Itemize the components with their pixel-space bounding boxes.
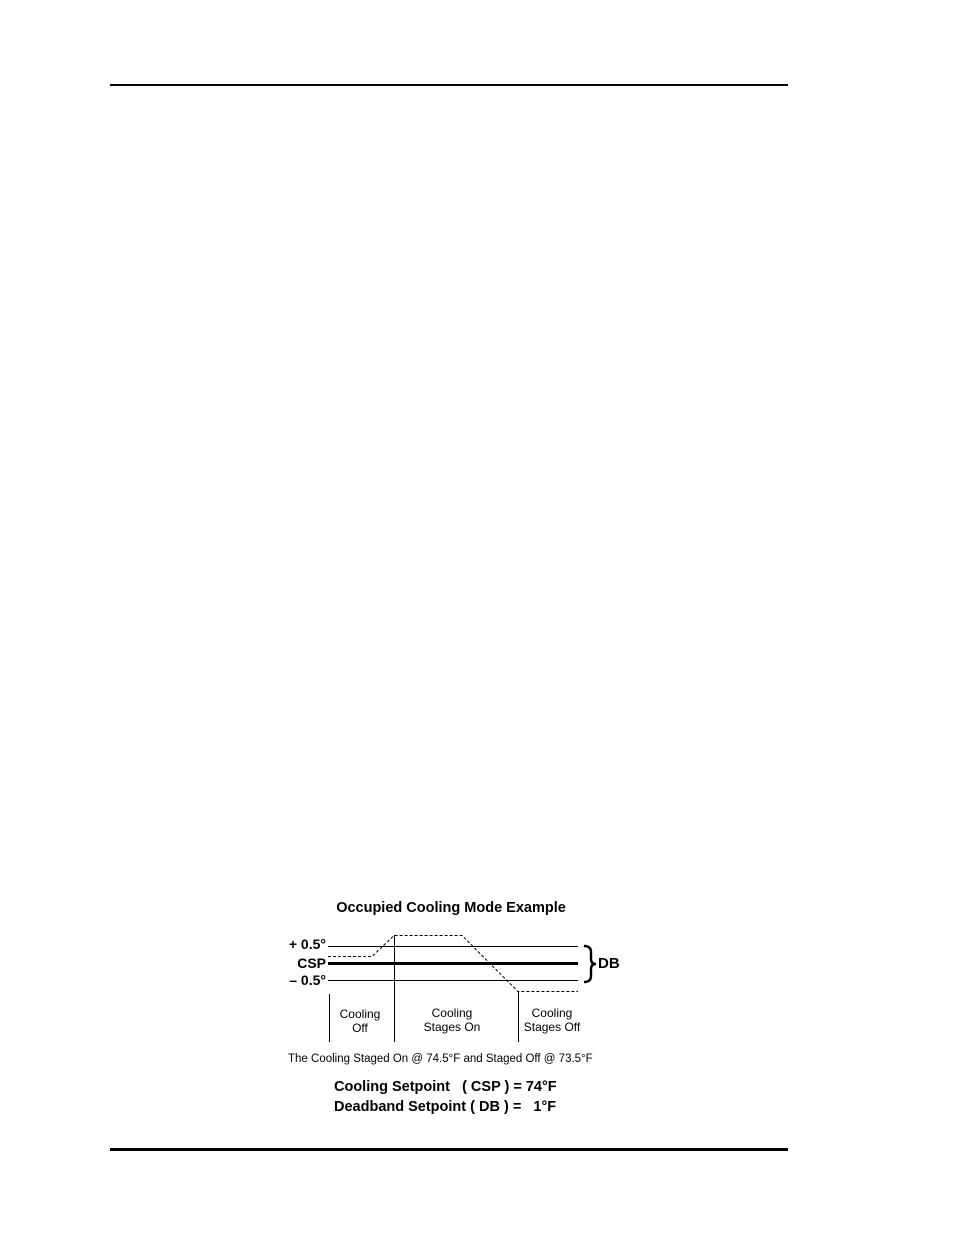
zone-cooling-stages-off-line1: Cooling [531,1006,573,1020]
zone-cooling-stages-off [516,1006,588,1034]
zone-cooling-off [330,1007,390,1035]
deadband-label: DB [598,955,620,972]
footer-rule [110,1148,788,1151]
header-rule [110,84,788,86]
deadband-brace [584,946,596,982]
zone-cooling-stages-off-line2: Stages Off [523,1020,581,1034]
setpoint-label: CSP [297,955,326,971]
zone-cooling-off-line2: Off [352,1021,368,1035]
zone-cooling-stages-on-line1: Cooling [431,1006,473,1020]
zone-cooling-stages-on-line2: Stages On [423,1020,481,1034]
zone-cooling-stages-on [407,1006,497,1034]
staging-note: The Cooling Staged On @ 74.5°F and Staged Off @ 73.5°F [288,1053,593,1065]
diagram-title: Occupied Cooling Mode Example [336,900,566,916]
deadband-setpoint-text: Deadband Setpoint ( DB ) = 1°F [334,1099,557,1115]
upper-limit-label: + 0.5° [288,936,326,952]
lower-limit-label: – 0.5° [289,972,326,988]
occupied-cooling-mode-diagram [270,890,650,1130]
zone-cooling-off-line1: Cooling [339,1007,381,1021]
cooling-setpoint-text: Cooling Setpoint ( CSP ) = 74°F [334,1079,557,1095]
